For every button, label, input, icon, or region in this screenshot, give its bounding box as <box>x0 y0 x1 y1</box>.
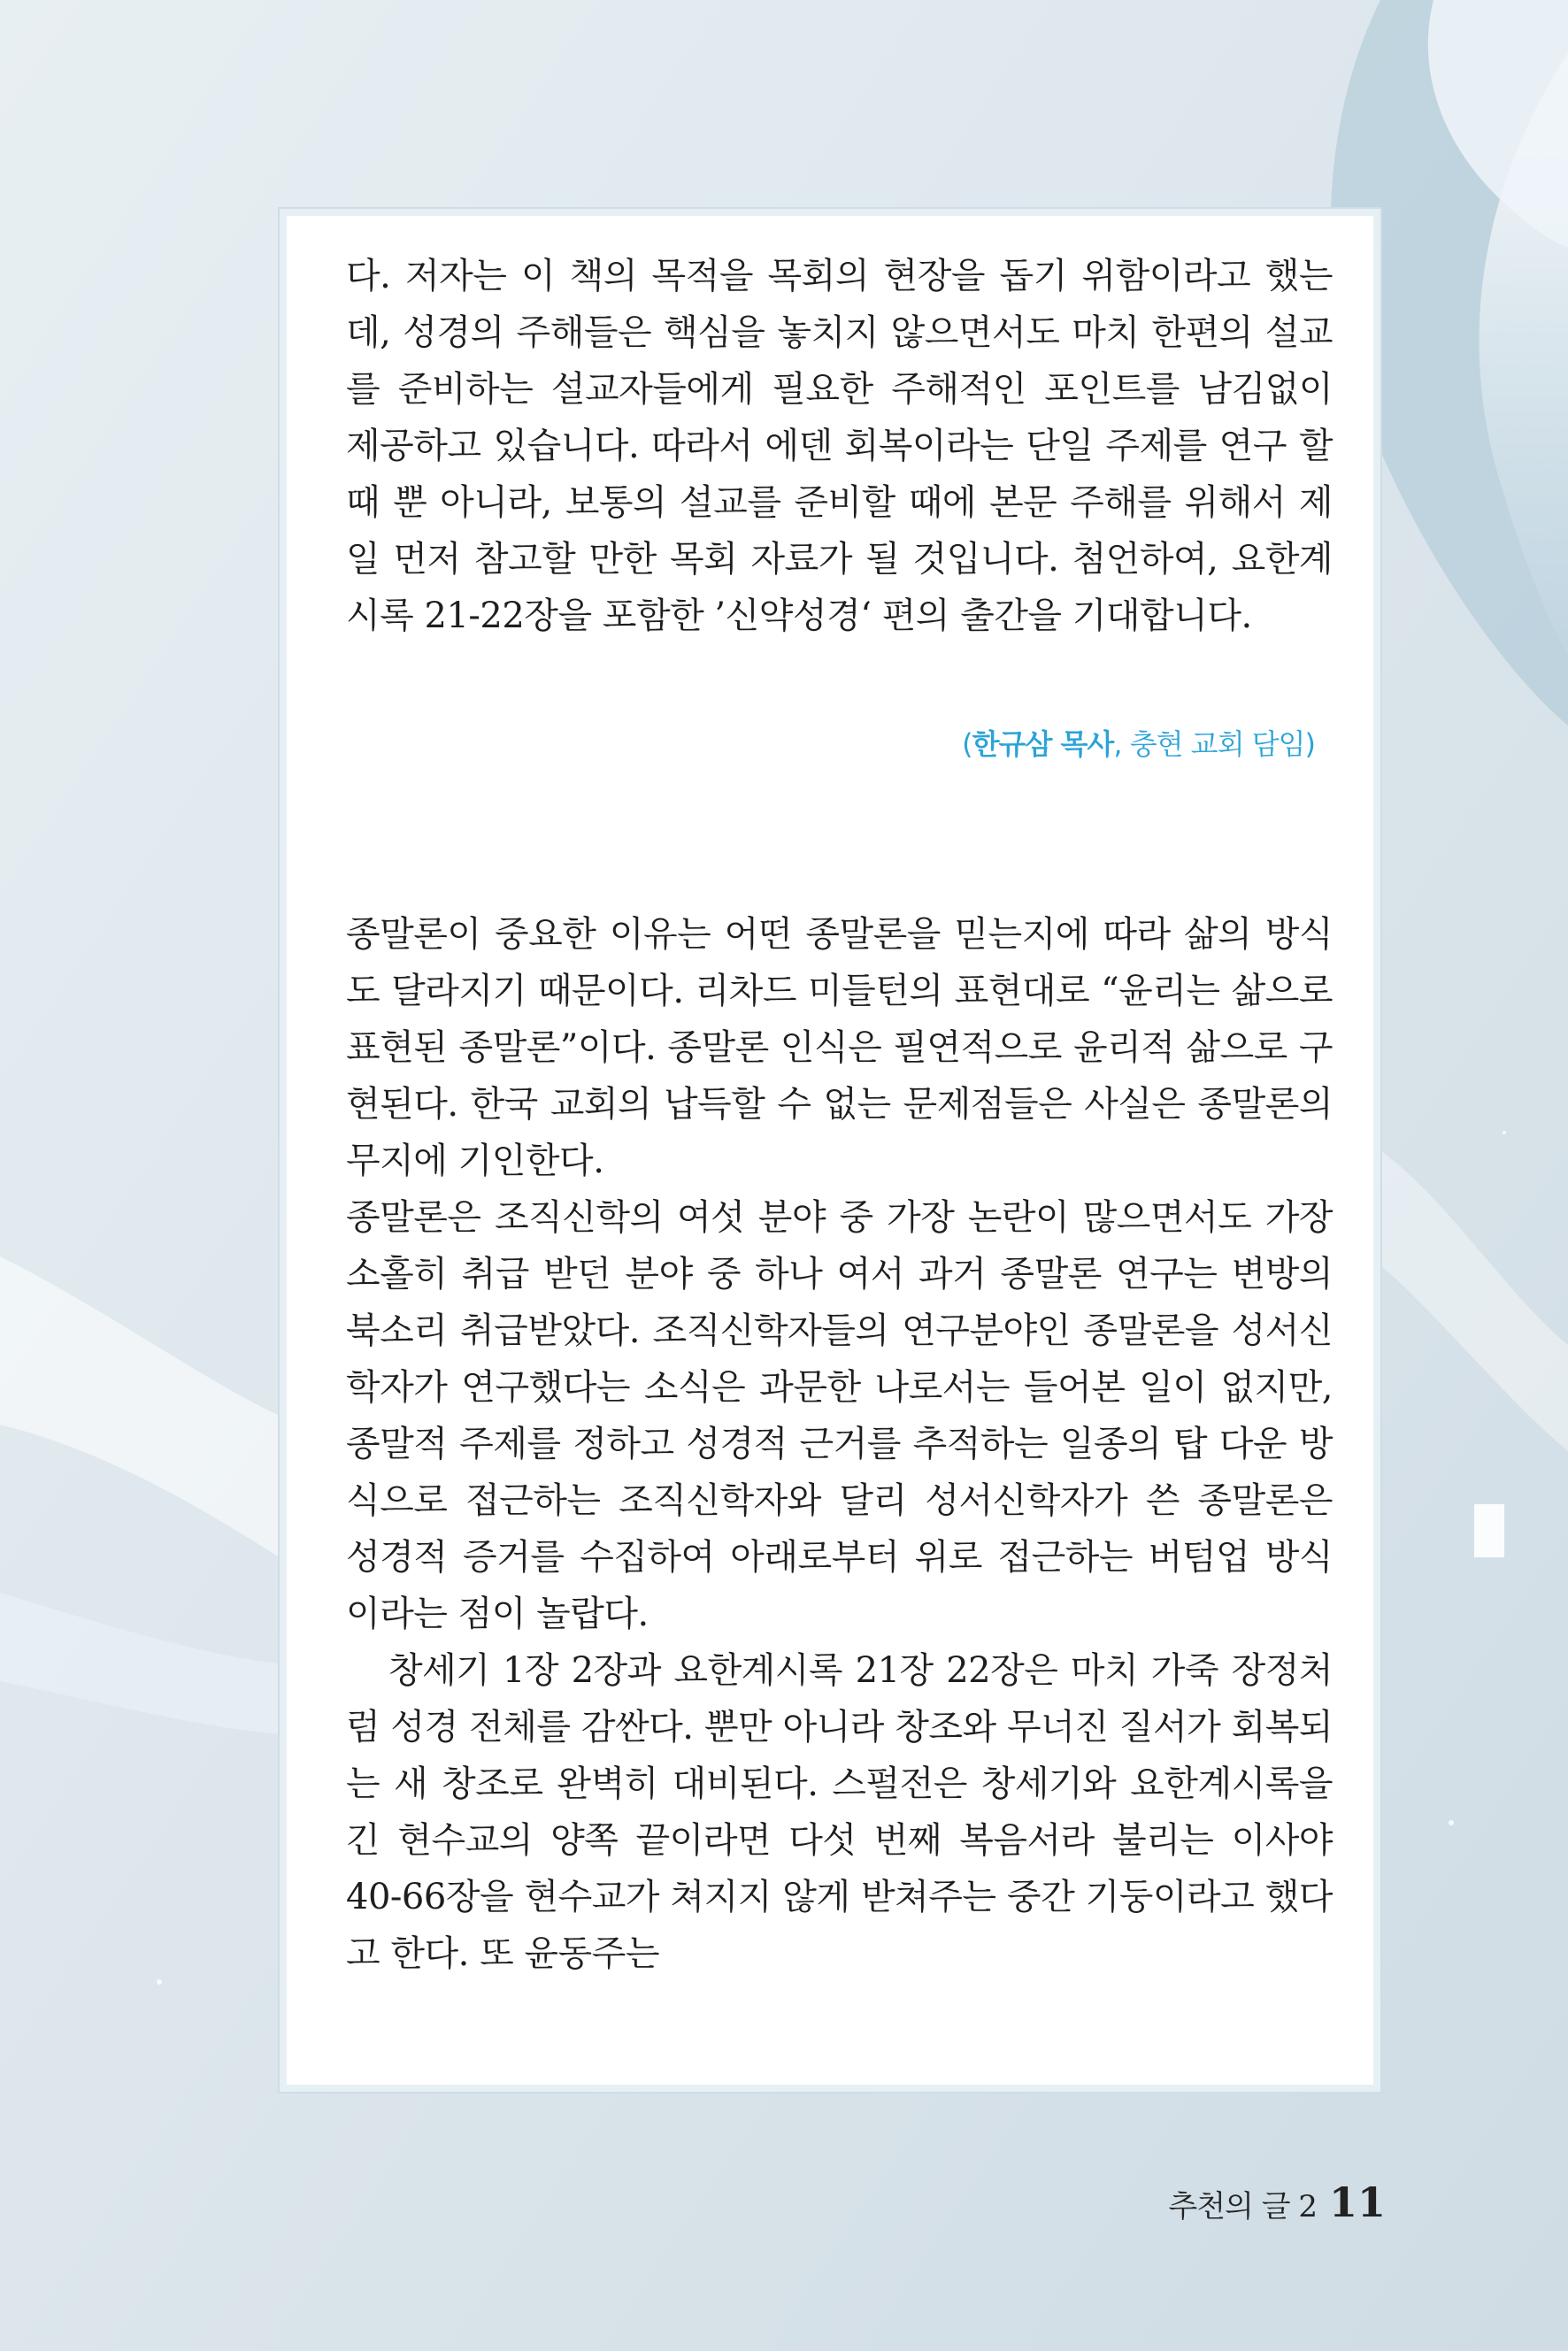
signature <box>962 722 1315 763</box>
author-role: , 충현 교회 담임) <box>1113 727 1315 761</box>
paragraph: 창세기 1장 2장과 요한계시록 21장 22장은 마치 가죽 장정처럼 성경 전체를 감싼다. 뿐만 아니라 창조와 무너진 질서가 회복되는 새 창조로 완벽히 대비된다. 스펄전은 창세기와 요한계시록을 긴 현수교의 양쪽 끝이라면 다섯 번째 복음서라 불리는 이사야 40-66장을 현수교가 쳐지지 않게 받쳐주는 중간 기둥이라고 했다고 한다. 또 윤동주는 <box>346 1650 1333 1974</box>
section-label: 추천의 글 2 <box>1168 2189 1317 2224</box>
text-card <box>280 209 1380 2092</box>
paragraph: 종말론은 조직신학의 여섯 분야 중 가장 논란이 많으면서도 가장 소홀히 취급 받던 분야 중 하나 여서 과거 종말론 연구는 변방의 북소리 취급받았다. 조직신학자들의 연구분야인 종말론을 성서신학자가 연구했다는 소식은 과문한 나로서는 들어본 일이 없지만, 종말적 주제를 정하고 성경적 근거를 추적하는 일종의 탑 다운 방식으로 접근하는 조직신학자와 달리 성서신학자가 쓴 종말론은 성경적 증거를 수집하여 아래로부터 위로 접근하는 버텀업 방식이라는 점이 놀랍다. <box>346 1197 1333 1634</box>
author-name: 한규삼 목사 <box>972 727 1114 761</box>
signature-open: ( <box>962 727 972 761</box>
paragraph: 다. 저자는 이 책의 목적을 목회의 현장을 돕기 위함이라고 했는데, 성경의 주해들은 핵심을 놓치지 않으면서도 마치 한편의 설교를 준비하는 설교자들에게 필요한 주해적인 포인트를 남김없이 제공하고 있습니다. 따라서 에덴 회복이라는 단일 주제를 연구 할 때 뿐 아니라, 보통의 설교를 준비할 때에 본문 주해를 위해서 제일 먼저 참고할 만한 목회 자료가 될 것입니다. 첨언하여, 요한계시록 21-22장을 포함한 ’신약성경‘ 편의 출간을 기대합니다. <box>346 256 1333 636</box>
paragraph: 종말론이 중요한 이유는 어떤 종말론을 믿는지에 따라 삶의 방식도 달라지기 때문이다. 리차드 미들턴의 표현대로 “윤리는 삶으로 표현된 종말론”이다. 종말론 인식은 필연적으로 윤리적 삶으로 구현된다. 한국 교회의 납득할 수 없는 문제점들은 사실은 종말론의 무지에 기인한다. <box>346 914 1333 1181</box>
recommendation-body-1 <box>346 248 1333 644</box>
recommendation-body-2 <box>346 906 1333 1982</box>
page-number: 11 <box>1328 2178 1386 2226</box>
page-footer <box>1168 2178 1386 2226</box>
